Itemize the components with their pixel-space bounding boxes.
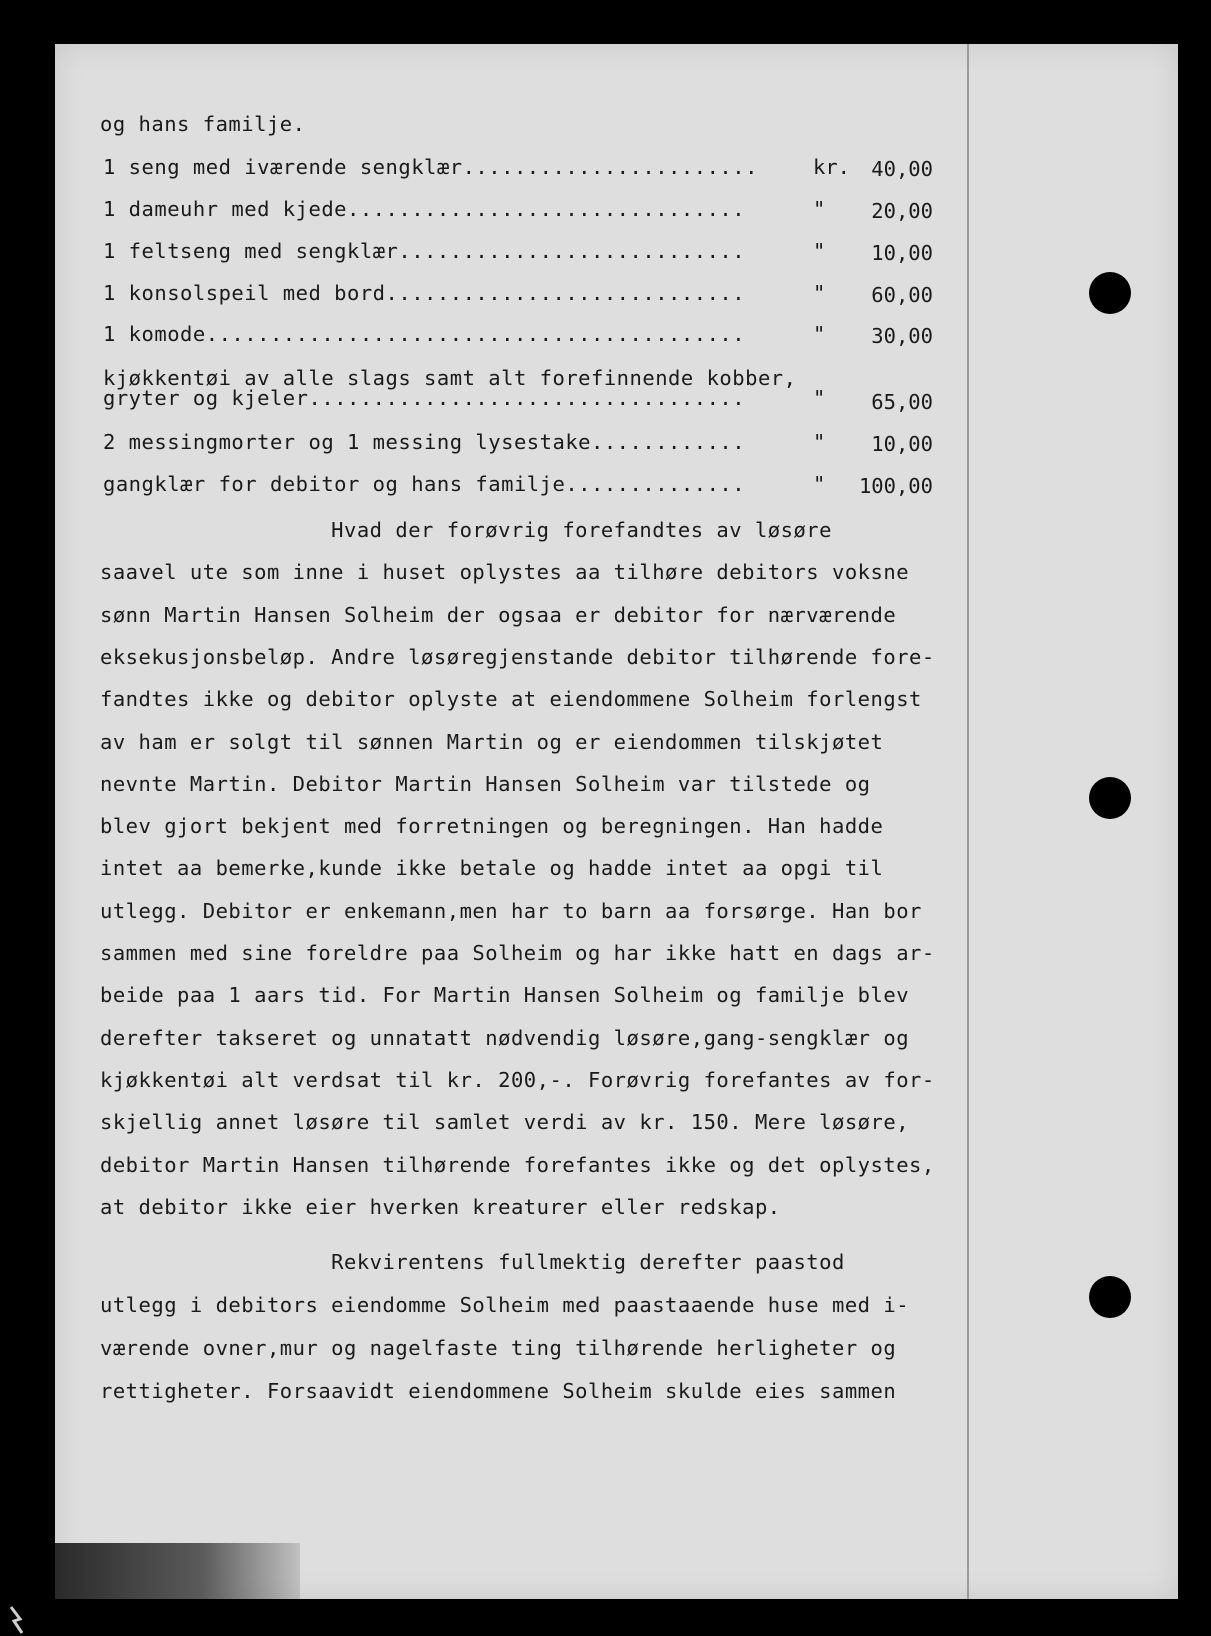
item-amount: 20,00 xyxy=(871,199,933,223)
text-line: utlegg. Debitor er enkemann,men har to barn aa forsørge. Han bor xyxy=(100,898,922,923)
heading-line: og hans familje. xyxy=(100,112,306,136)
item-unit: " xyxy=(813,281,826,305)
item-description: 1 komode.......................................... xyxy=(103,322,746,346)
text-line: Hvad der forøvrig forefandtes av løsøre xyxy=(100,518,832,542)
text-line: værende ovner,mur og nagelfaste ting tilhørende herligheter og xyxy=(100,1336,897,1360)
item-amount: 60,00 xyxy=(871,283,933,307)
text-line: saavel ute som inne i huset oplystes aa tilhøre debitors voksne xyxy=(100,560,910,585)
inventory-item xyxy=(103,281,933,309)
text-line: sønn Martin Hansen Solheim der ogsaa er debitor for nærværende xyxy=(100,602,897,627)
inventory-item xyxy=(103,472,933,500)
text-line: nevnte Martin. Debitor Martin Hansen Solheim var tilstede og xyxy=(100,771,871,796)
inventory-item xyxy=(103,430,933,458)
item-amount: 10,00 xyxy=(871,432,933,456)
item-amount: 40,00 xyxy=(871,157,933,181)
text-line: debitor Martin Hansen tilhørende forefantes ikke og det oplystes, xyxy=(100,1152,935,1177)
item-description: gangklær for debitor og hans familje.............. xyxy=(103,472,746,496)
item-description: 1 feltseng med sengklær........................... xyxy=(103,239,746,263)
item-description: 1 seng med iværende sengklær....................... xyxy=(103,155,758,179)
text-line: at debitor ikke eier hverken kreaturer eller redskap. xyxy=(100,1194,781,1219)
item-description: 1 konsolspeil med bord............................ xyxy=(103,281,746,305)
text-line: intet aa bemerke,kunde ikke betale og hadde intet aa opgi til xyxy=(100,856,884,881)
margin-rule xyxy=(967,44,969,1599)
text-line: blev gjort bekjent med forretningen og beregningen. Han hadde xyxy=(100,814,884,839)
text-line: sammen med sine foreldre paa Solheim og har ikke hatt en dags ar- xyxy=(100,941,935,965)
item-description: 1 dameuhr med kjede............................... xyxy=(103,197,746,221)
text-line: fandtes ikke og debitor oplyste at eiendommene Solheim forlengst xyxy=(100,687,922,712)
text-line: derefter takseret og unnatatt nødvendig løsøre,gang-sengklær og xyxy=(100,1025,910,1050)
punch-hole-middle xyxy=(1089,777,1131,819)
scan-artifact xyxy=(8,1605,26,1635)
inventory-item xyxy=(103,239,933,267)
text-line: skjellig annet løsøre til samlet verdi av kr. 150. Mere løsøre, xyxy=(100,1110,910,1135)
item-amount: 10,00 xyxy=(871,241,933,265)
item-amount: 100,00 xyxy=(858,474,933,498)
item-description: kjøkkentøi av alle slags samt alt forefinnende kobber, xyxy=(103,366,797,390)
inventory-item xyxy=(103,197,933,225)
punch-hole-top xyxy=(1089,272,1131,314)
corner-shadow xyxy=(55,1543,300,1599)
text-line: beide paa 1 aars tid. For Martin Hansen Solheim og familje blev xyxy=(100,983,910,1008)
punch-hole-bottom xyxy=(1089,1276,1131,1318)
item-unit: " xyxy=(813,239,826,263)
text-line: av ham er solgt til sønnen Martin og er eiendommen tilskjøtet xyxy=(100,729,884,754)
item-unit: " xyxy=(813,472,826,496)
item-unit: " xyxy=(813,322,826,346)
item-unit: " xyxy=(813,386,826,410)
item-unit: " xyxy=(813,430,826,454)
text-line: utlegg i debitors eiendomme Solheim med paastaaende huse med i- xyxy=(100,1293,910,1317)
text-line: Rekvirentens fullmektig derefter paastod xyxy=(100,1250,845,1274)
item-description-continued: gryter og kjeler.................................. xyxy=(103,386,746,410)
text-line: kjøkkentøi alt verdsat til kr. 200,-. Forøvrig forefantes av for- xyxy=(100,1067,935,1092)
item-unit: kr. xyxy=(813,155,851,179)
item-unit: " xyxy=(813,197,826,221)
item-amount: 30,00 xyxy=(871,324,933,348)
inventory-item xyxy=(103,322,933,350)
inventory-item xyxy=(103,366,933,414)
inventory-item xyxy=(103,155,933,183)
text-line: rettigheter. Forsaavidt eiendommene Solheim skulde eies sammen xyxy=(100,1379,897,1403)
item-description: 2 messingmorter og 1 messing lysestake............ xyxy=(103,430,746,454)
text-line: eksekusjonsbeløp. Andre løsøregjenstande debitor tilhørende fore- xyxy=(100,644,935,669)
item-amount: 65,00 xyxy=(871,390,933,414)
